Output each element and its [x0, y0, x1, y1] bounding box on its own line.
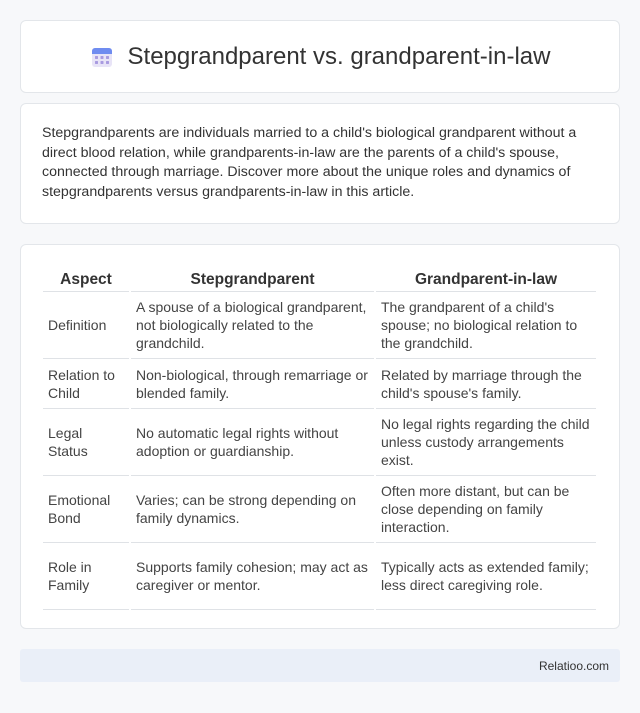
row-grandparent-in-law: Typically acts as extended family; less direct caregiving role.: [376, 543, 596, 610]
row-grandparent-in-law: Related by marriage through the child's spouse's family.: [376, 359, 596, 409]
title-card: [20, 20, 620, 93]
row-stepgrandparent: No automatic legal rights without adoption or guardianship.: [131, 409, 374, 476]
header-stepgrandparent: Stepgrandparent: [131, 265, 374, 292]
header-aspect: Aspect: [43, 265, 129, 292]
row-stepgrandparent: A spouse of a biological grandparent, not biologically related to the grandchild.: [131, 292, 374, 359]
page-title: Stepgrandparent vs. grandparent-in-law: [127, 42, 551, 70]
intro-text: Stepgrandparents are individuals married to a child's biological grandparent without a direct blood relation, while grandparents-in-law are the parents of a child's spouse, connected through marriage. Discover more about the unique roles and dynamics of stepgrandparents versus grandparents-in-law in this article.: [42, 125, 577, 200]
row-stepgrandparent: Varies; can be strong depending on family dynamics.: [131, 476, 374, 543]
row-stepgrandparent: Non-biological, through remarriage or blended family.: [131, 359, 374, 409]
header-grandparent-in-law: Grandparent-in-law: [376, 265, 596, 292]
table-row: [43, 476, 596, 543]
footer: [20, 649, 620, 682]
row-aspect: Relation to Child: [43, 359, 129, 409]
row-grandparent-in-law: No legal rights regarding the child unless custody arrangements exist.: [376, 409, 596, 476]
row-aspect: Definition: [43, 292, 129, 359]
calendar-icon: [90, 45, 114, 69]
table-row: [43, 292, 596, 359]
table-header-row: [43, 265, 596, 292]
row-aspect: Emotional Bond: [43, 476, 129, 543]
table-row: [43, 359, 596, 409]
footer-brand: Relatioo.com: [538, 658, 609, 673]
row-aspect: Legal Status: [43, 409, 129, 476]
comparison-card: [20, 244, 620, 629]
intro-card: [20, 103, 620, 224]
table-row: [43, 409, 596, 476]
row-grandparent-in-law: The grandparent of a child's spouse; no biological relation to the grandchild.: [376, 292, 596, 359]
row-aspect: Role in Family: [43, 543, 129, 610]
row-grandparent-in-law: Often more distant, but can be close depending on family interaction.: [376, 476, 596, 543]
row-stepgrandparent: Supports family cohesion; may act as caregiver or mentor.: [131, 543, 374, 610]
table-row: [43, 543, 596, 610]
comparison-table: [41, 265, 598, 610]
